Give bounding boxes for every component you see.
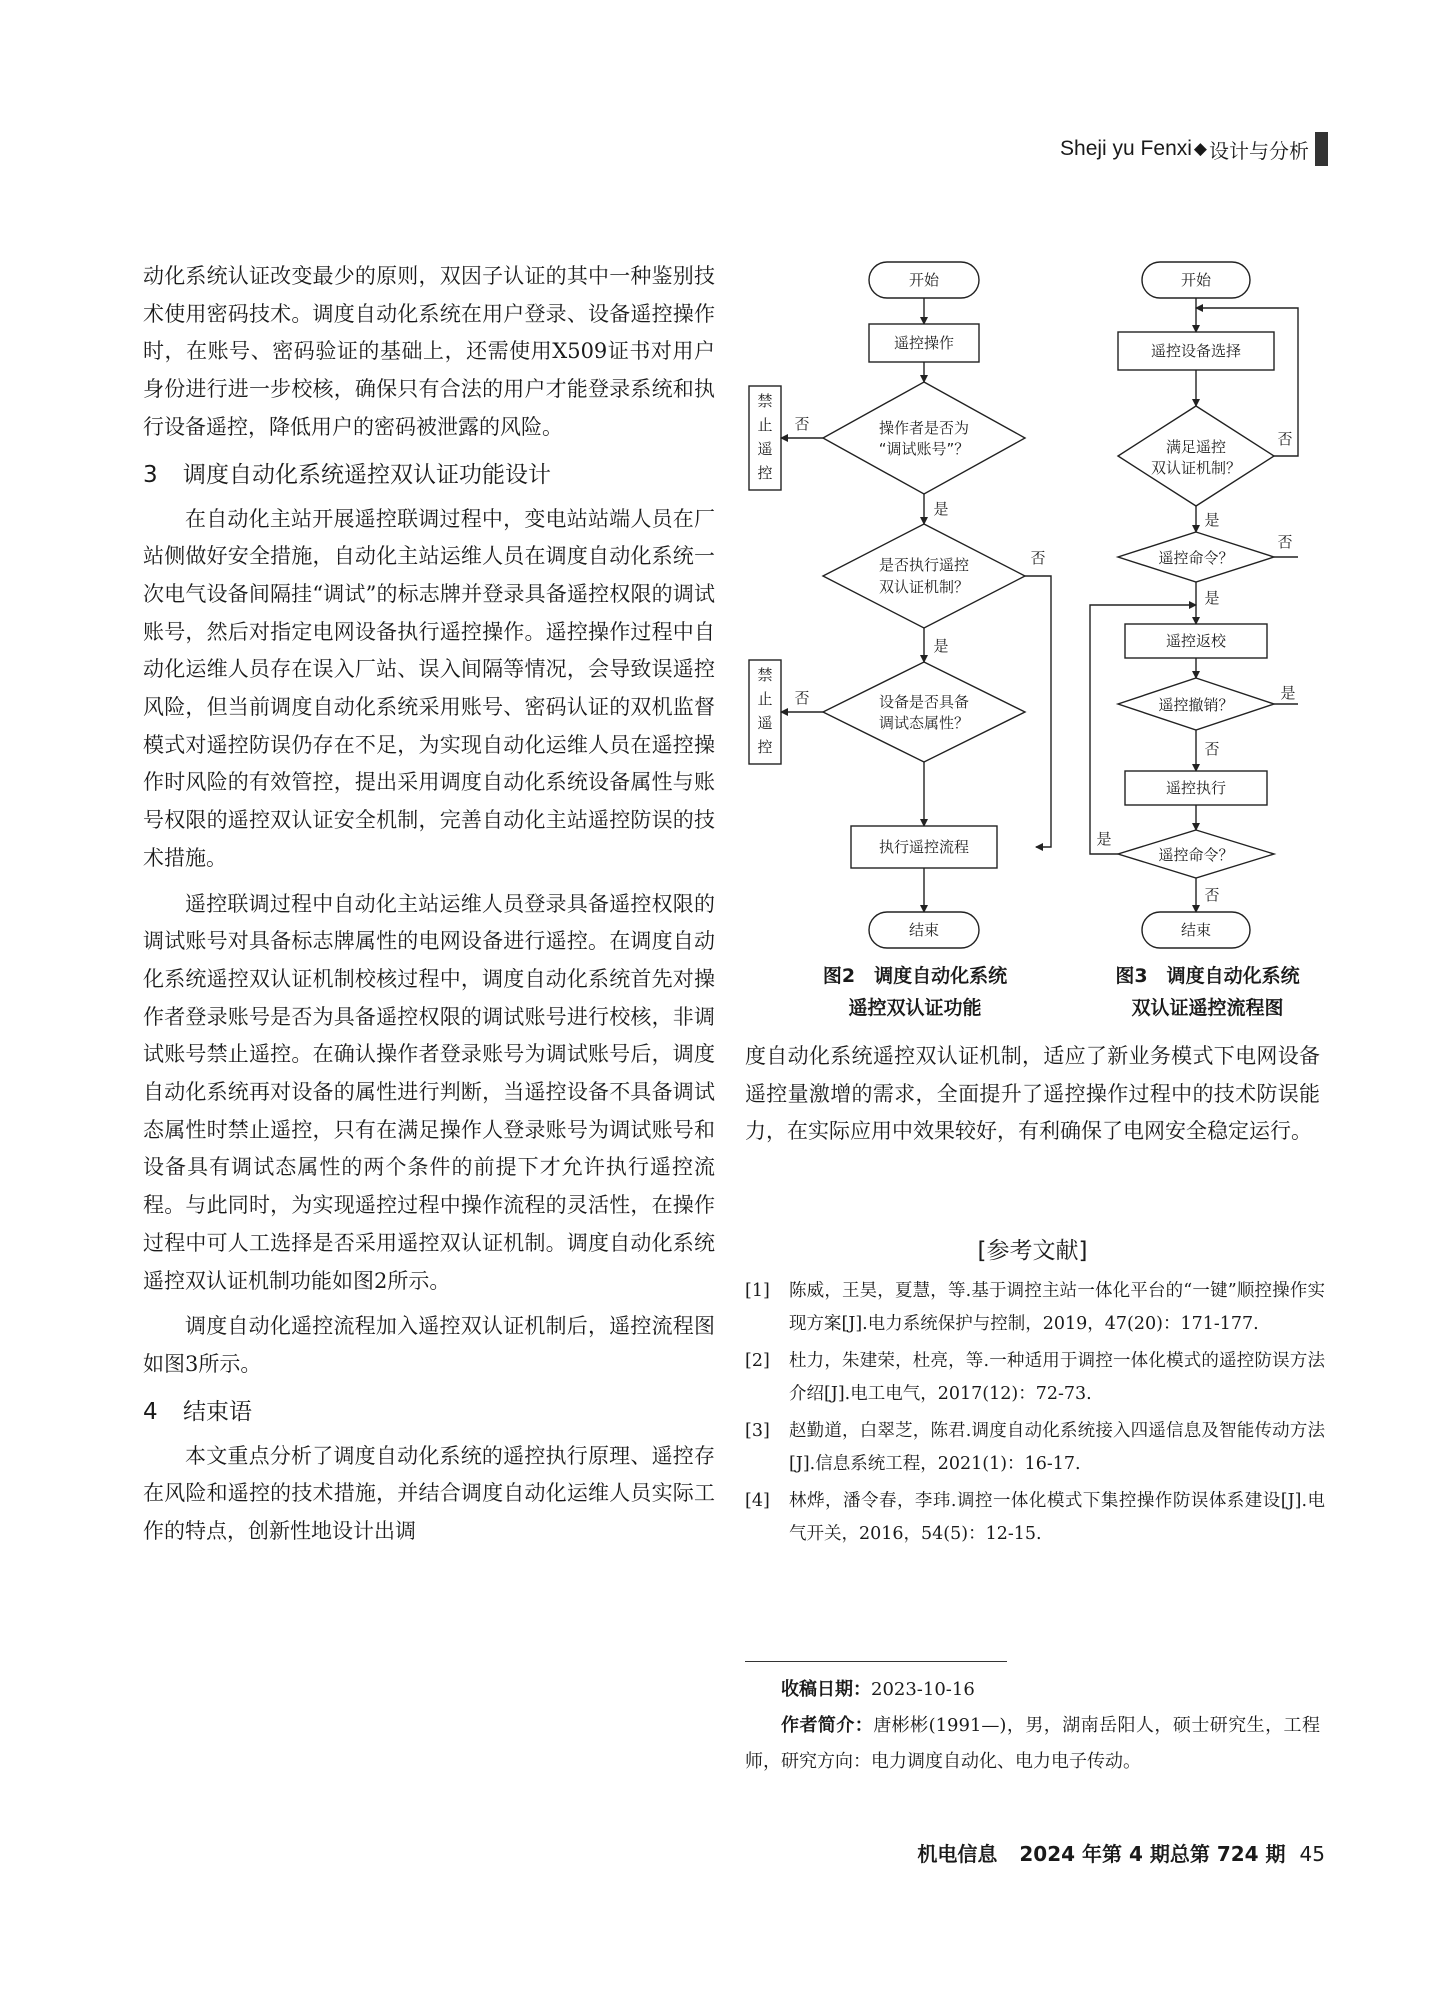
fig2-exec-label: 执行遥控流程: [878, 838, 970, 856]
fig2-forbid2-c1: 禁: [757, 666, 773, 684]
section-title: 结束语: [183, 1398, 252, 1425]
fig2-caption-line1: 图2 调度自动化系统: [822, 965, 1008, 987]
paragraph: 动化系统认证改变最少的原则，双因子认证的其中一种鉴别技术使用密码技术。调度自动化系统在用户登录、设备遥控操作时，在账号、密码验证的基础上，还需使用X509证书对用户身份进行进一步校核，确保只有合法的用户才能登录系统和执行设备遥控，降低用户的密码被泄露的风险。: [143, 264, 715, 439]
fig2-q3-line1: 设备是否具备: [878, 693, 970, 711]
fig2-forbid1-c2: 止: [757, 416, 773, 434]
fig2-forbid1-c3: 遥: [757, 440, 773, 458]
figure-3-flowchart: [1090, 262, 1298, 948]
section-heading: [143, 1394, 715, 1430]
fig2-forbid2-c2: 止: [757, 690, 773, 708]
reference-number: [3]: [745, 1421, 770, 1441]
reference-text: 林烨，潘令春，李玮.调控一体化模式下集控操作防误体系建设[J].电气开关，2016，54(5)：12-15.: [789, 1491, 1325, 1544]
references-list: [745, 1275, 1325, 1555]
author-bio: [745, 1708, 1320, 1780]
reference-item: [745, 1485, 1325, 1551]
fig2-yes1-label: 是: [933, 500, 949, 518]
fig3-yes1-label: 是: [1204, 511, 1220, 529]
fig3-q2-label: 遥控命令？: [1158, 549, 1234, 567]
references-title: [参考文献]: [977, 1238, 1088, 1264]
fig3-q1-line1: 满足遥控: [1165, 438, 1227, 456]
fig2-forbid2-c4: 控: [757, 738, 773, 756]
fig2-no3-label: 否: [794, 689, 810, 707]
paragraph: 度自动化系统遥控双认证机制，适应了新业务模式下电网设备遥控量激增的需求，全面提升了遥控操作过程中的技术防误能力，在实际应用中效果较好，有利确保了电网安全稳定运行。: [745, 1044, 1320, 1144]
author-label: 作者简介：: [781, 1715, 874, 1736]
fig2-q1-line1: 操作者是否为: [878, 419, 970, 437]
reference-item: [745, 1345, 1325, 1411]
running-header: [1060, 130, 1328, 168]
received-date: [745, 1672, 1320, 1708]
header-bar-icon: [1315, 132, 1328, 166]
fig3-yes4-label: 是: [1096, 830, 1112, 848]
fig3-start-label: 开始: [1180, 271, 1212, 289]
figure-2-flowchart: [749, 262, 1051, 948]
journal-name: 机电信息: [917, 1842, 998, 1866]
fig3-no2-label: 否: [1277, 533, 1293, 551]
section-number: 3: [143, 461, 158, 488]
reference-text: 赵勤道，白翠芝，陈君.调度自动化系统接入四遥信息及智能传动方法[J].信息系统工程，2021(1)：16-17.: [789, 1421, 1325, 1474]
left-column: [143, 258, 715, 1551]
fig2-caption-line2: 遥控双认证功能: [848, 997, 982, 1019]
footnote-divider: [745, 1661, 1007, 1662]
received-label: 收稿日期：: [781, 1679, 871, 1700]
fig3-caption-line2: 双认证遥控流程图: [1131, 997, 1284, 1019]
right-column-text: [745, 1038, 1320, 1151]
diamond-icon: ◆: [1193, 139, 1207, 158]
fig2-q2-line2: 双认证机制？: [878, 578, 970, 596]
fig2-end-label: 结束: [908, 921, 940, 939]
paragraph: 本文重点分析了调度自动化系统的遥控执行原理、遥控存在风险和遥控的技术措施，并结合调度自动化运维人员实际工作的特点，创新性地设计出调: [143, 1443, 715, 1544]
page-number: 45: [1299, 1842, 1325, 1866]
fig2-start-label: 开始: [908, 271, 940, 289]
reference-text: 陈威，王昊，夏慧，等.基于调控主站一体化平台的“一键”顺控操作实现方案[J].电力系统保护与控制，2019，47(20)：171-177.: [789, 1281, 1325, 1334]
fig3-check-label: 遥控返校: [1165, 632, 1227, 650]
fig3-decision-dual: [1118, 406, 1274, 506]
reference-item: [745, 1275, 1325, 1341]
figures-area: [745, 258, 1320, 1038]
fig2-no1-label: 否: [794, 415, 810, 433]
page-footer: [917, 1838, 1325, 1867]
paragraph: 调度自动化遥控流程加入遥控双认证机制后，遥控流程图如图3所示。: [143, 1314, 715, 1376]
fig3-select-label: 遥控设备选择: [1150, 342, 1242, 360]
fig3-no3-label: 否: [1204, 740, 1220, 758]
header-pinyin: Sheji yu Fenxi: [1060, 137, 1192, 160]
section-title: 调度自动化系统遥控双认证功能设计: [183, 461, 551, 488]
reference-number: [4]: [745, 1491, 770, 1511]
fig3-yes3-label: 是: [1280, 684, 1296, 702]
fig3-caption-line1: 图3 调度自动化系统: [1115, 965, 1300, 987]
fig2-forbid2-c3: 遥: [757, 714, 773, 732]
fig2-decision-account: [823, 382, 1025, 494]
fig3-q1-line2: 双认证机制？: [1150, 459, 1242, 477]
footnotes: [745, 1672, 1320, 1780]
issue-info: 2024 年第 4 期总第 724 期: [1019, 1842, 1286, 1866]
fig3-end-label: 结束: [1180, 921, 1212, 939]
fig3-no4-label: 否: [1204, 886, 1220, 904]
fig2-q2-line1: 是否执行遥控: [878, 556, 970, 574]
fig2-caption: [745, 960, 1085, 1024]
fig2-q3-line2: 调试态属性？: [878, 714, 970, 732]
reference-item: [745, 1415, 1325, 1481]
fig2-no2-label: 否: [1030, 549, 1046, 567]
header-section: 设计与分析: [1209, 138, 1309, 163]
fig2-decision-device: [823, 662, 1025, 762]
section-heading: [143, 457, 715, 493]
fig3-exec-label: 遥控执行: [1165, 779, 1227, 797]
author-value: 唐彬彬(1991—)，男，湖南岳阳人，硕士研究生，工程师，研究方向：电力调度自动化、电力电子传动。: [745, 1715, 1320, 1772]
paragraph: 遥控联调过程中自动化主站运维人员登录具备遥控权限的调试账号对具备标志牌属性的电网设备进行遥控。在调度自动化系统遥控双认证机制校核过程中，调度自动化系统首先对操作者登录账号是否为具备遥控权限的调试账号进行校核，非调试账号禁止遥控。在确认操作者登录账号为调试账号后，调度自动化系统再对设备的属性进行判断，当遥控设备不具备调试态属性时禁止遥控，只有在满足操作人登录账号为调试账号和设备具有调试态属性的两个条件的前提下才允许执行遥控流程。与此同时，为实现遥控过程中操作流程的灵活性，在操作过程中可人工选择是否采用遥控双认证机制。调度自动化系统遥控双认证机制功能如图2所示。: [143, 891, 715, 1293]
reference-text: 杜力，朱建荣，杜亮，等.一种适用于调控一体化模式的遥控防误方法介绍[J].电工电气，2017(12)：72-73.: [789, 1351, 1325, 1404]
received-value: 2023-10-16: [871, 1679, 975, 1700]
fig2-forbid1-c1: 禁: [757, 392, 773, 410]
flowcharts: [745, 258, 1320, 1038]
fig3-q3-label: 遥控撤销？: [1158, 696, 1234, 714]
reference-number: [2]: [745, 1351, 770, 1371]
fig3-q4-label: 遥控命令？: [1158, 846, 1234, 864]
fig3-yes2-label: 是: [1204, 589, 1220, 607]
section-number: 4: [143, 1398, 158, 1425]
fig2-remote-op-label: 遥控操作: [893, 334, 955, 352]
fig2-q1-line2: “调试账号”？: [878, 440, 970, 458]
paragraph: 在自动化主站开展遥控联调过程中，变电站站端人员在厂站侧做好安全措施，自动化主站运维人员在调度自动化系统一次电气设备间隔挂“调试”的标志牌并登录具备遥控权限的调试账号，然后对指定电网设备执行遥控操作。遥控操作过程中自动化运维人员存在误入厂站、误入间隔等情况，会导致误遥控风险，但当前调度自动化系统采用账号、密码认证的双机监督模式对遥控防误仍存在不足，为实现自动化运维人员在遥控操作时风险的有效管控，提出采用调度自动化系统设备属性与账号权限的遥控双认证安全机制，完善自动化主站遥控防误的技术措施。: [143, 506, 715, 870]
fig3-caption: [1100, 960, 1315, 1024]
reference-number: [1]: [745, 1281, 770, 1301]
fig2-yes2-label: 是: [933, 637, 949, 655]
fig3-no1-label: 否: [1277, 430, 1293, 448]
fig2-forbid1-c4: 控: [757, 464, 773, 482]
fig2-decision-dual: [823, 524, 1025, 628]
